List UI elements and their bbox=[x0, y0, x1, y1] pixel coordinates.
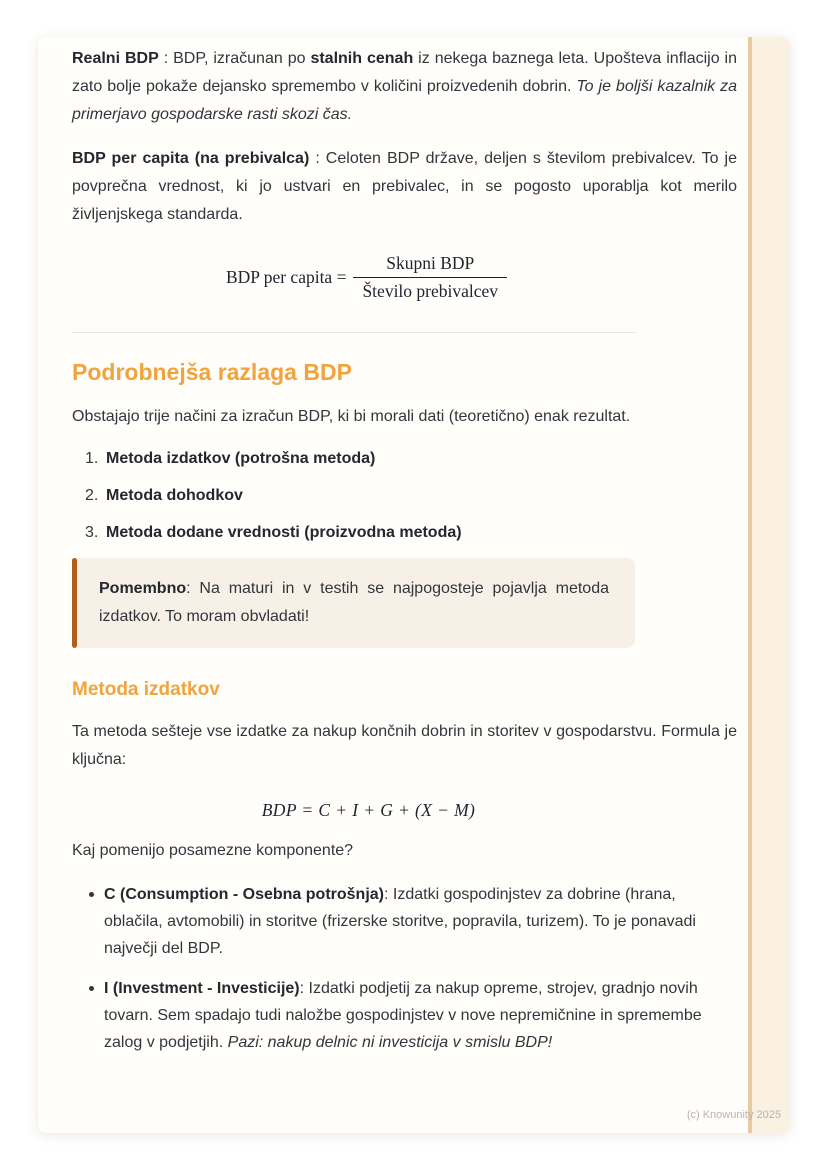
formula-bdp-per-capita bbox=[72, 253, 737, 302]
list-item-label: Metoda dohodkov bbox=[106, 487, 243, 504]
callout-label: Pomembno bbox=[99, 580, 187, 597]
bullet-text bbox=[104, 881, 737, 962]
paragraph-komponente: Kaj pomenijo posamezne komponente? bbox=[72, 842, 354, 859]
text-run: : Izdatki gospodinjstev za dobrine (hrana, oblačila, avtomobili) in storitve (frizerske storitve, popravila, turizem). To je ponavadi največji del BDP. bbox=[104, 886, 696, 957]
term-realni-bdp: Realni BDP bbox=[72, 50, 159, 67]
formula-lhs: BDP per capita = bbox=[225, 267, 347, 287]
callout-text: : Na maturi in v testih se najpogosteje pojavlja metoda izdatkov. To moram obvladati! bbox=[99, 580, 609, 625]
fraction bbox=[353, 253, 507, 302]
page-edge-band bbox=[748, 37, 790, 1133]
list-item bbox=[85, 521, 737, 544]
section-divider bbox=[72, 332, 635, 333]
text-run: : Izdatki podjetij za nakup opreme, strojev, gradnjo novih tovarn. Sem spadajo tudi naložbe gospodinjstev v nove nepremičnine in spremembe zalog v podjetjih. bbox=[104, 980, 702, 1051]
paragraph-bdp-per-capita bbox=[72, 145, 737, 229]
text-run: : Celoten BDP države, deljen s številom prebivalcev. To je povprečna vrednost, ki jo ustvari en prebivalec, in se pogosto uporablja kot merilo življenjskega standarda. bbox=[72, 150, 737, 223]
bullet-text bbox=[104, 975, 737, 1056]
term-bdp-per-capita: BDP per capita (na prebivalca) bbox=[72, 150, 310, 167]
term-stalne-cene: stalnih cenah bbox=[310, 50, 414, 67]
term-consumption: C (Consumption - Osebna potrošnja) bbox=[104, 886, 384, 903]
paragraph-realni-bdp bbox=[72, 45, 737, 129]
section-title-podrobnejsa-razlaga: Podrobnejša razlaga BDP bbox=[72, 359, 352, 385]
list-item-number: 1. bbox=[85, 450, 99, 467]
document-page bbox=[38, 37, 790, 1133]
term-investment: I (Investment - Investicije) bbox=[104, 980, 300, 997]
ordered-list-metode bbox=[85, 447, 737, 544]
bullet-icon bbox=[88, 975, 104, 1056]
paragraph-metoda-izdatkov: Ta metoda sešteje vse izdatke za nakup končnih dobrin in storitev v gospodarstvu. Formula je ključna: bbox=[72, 723, 737, 768]
page-content bbox=[72, 37, 737, 1069]
bullet-icon bbox=[88, 881, 104, 962]
text-run: : BDP, izračunan po bbox=[158, 50, 311, 67]
list-item-label: Metoda dodane vrednosti (proizvodna metoda) bbox=[106, 524, 462, 541]
italic-note: To je boljši kazalnik za primerjavo gospodarske rasti skozi čas. bbox=[72, 78, 737, 123]
bullet-item-investment bbox=[88, 975, 737, 1056]
italic-warning: Pazi: nakup delnic ni investicija v smislu BDP! bbox=[227, 1034, 553, 1051]
watermark-knowunity: (c) Knowunity 2025 bbox=[686, 1109, 781, 1121]
fraction-denominator: Število prebivalcev bbox=[353, 277, 507, 302]
bullet-item-consumption bbox=[88, 881, 737, 962]
list-item bbox=[85, 447, 737, 470]
sub-title-metoda-izdatkov: Metoda izdatkov bbox=[72, 679, 220, 700]
bullet-list-komponente bbox=[88, 881, 737, 1056]
list-item-number: 2. bbox=[85, 487, 99, 504]
list-item-label: Metoda izdatkov (potrošna metoda) bbox=[106, 450, 376, 467]
list-item bbox=[85, 484, 737, 507]
paragraph-intro-metode: Obstajajo trije načini za izračun BDP, ki bi morali dati (teoretično) enak rezultat. bbox=[72, 408, 631, 425]
text-run: iz nekega baznega leta. Upošteva inflacijo in zato bolje pokaže dejansko spremembo v količini proizvedenih dobrin. bbox=[72, 50, 738, 95]
fraction-numerator: Skupni BDP bbox=[386, 253, 475, 273]
callout-pomembno bbox=[72, 558, 635, 648]
list-item-number: 3. bbox=[85, 524, 99, 541]
formula-bdp-expenditure: BDP = C + I + G + (X − M) bbox=[261, 800, 476, 820]
